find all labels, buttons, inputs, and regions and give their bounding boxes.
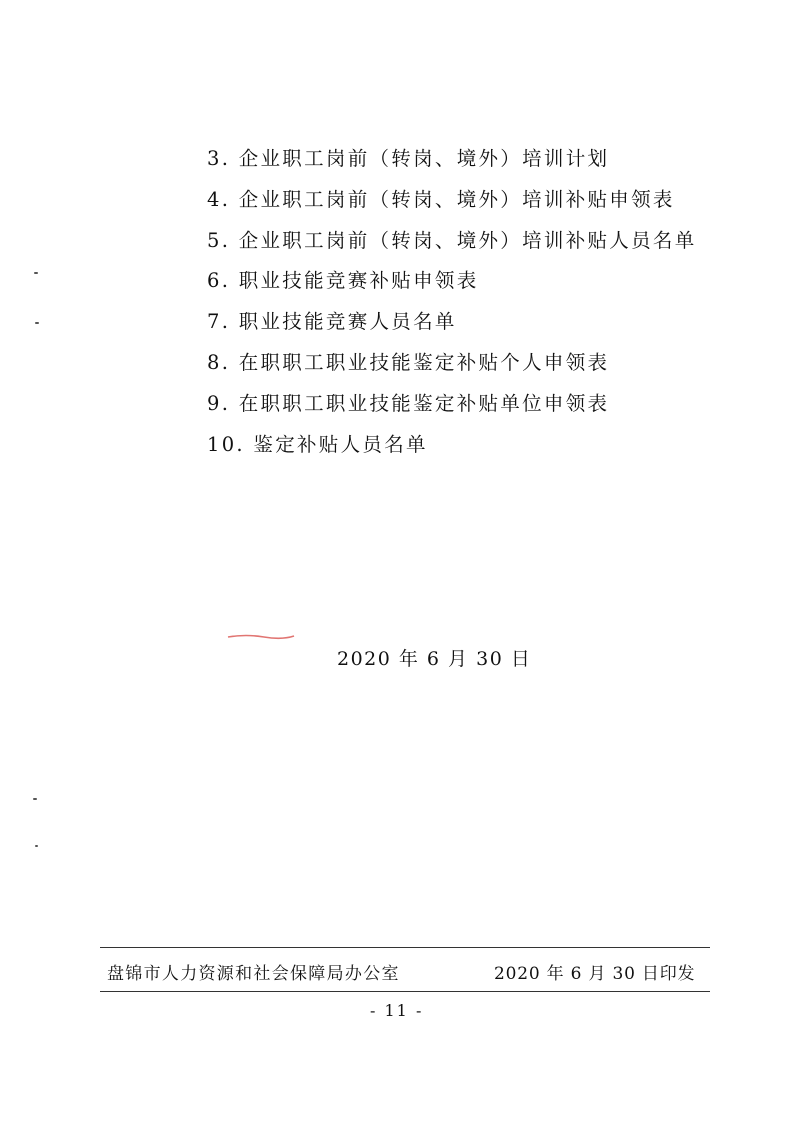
attachment-item-9: 9. 在职职工职业技能鉴定补贴单位申领表 (207, 391, 610, 415)
attachment-item-3: 3. 企业职工岗前（转岗、境外）培训计划 (207, 147, 610, 170)
footer-print-date: 2020 年 6 月 30 日印发 (494, 964, 696, 984)
footer-issuer: 盘锦市人力资源和社会保障局办公室 (107, 964, 400, 984)
page-number: - 11 - (370, 1001, 424, 1020)
scan-speck (34, 272, 38, 274)
attachment-item-10: 10. 鉴定补贴人员名单 (207, 432, 428, 456)
scan-speck (33, 798, 37, 800)
attachment-item-6: 6. 职业技能竞赛补贴申领表 (207, 269, 479, 293)
scan-speck (35, 845, 38, 847)
document-date: 2020 年 6 月 30 日 (337, 648, 532, 670)
footer-top-rule (100, 947, 710, 948)
scan-speck (35, 322, 39, 324)
attachment-item-4: 4. 企业职工岗前（转岗、境外）培训补贴申领表 (207, 187, 675, 211)
attachment-list (207, 145, 697, 471)
attachment-item-5: 5. 企业职工岗前（转岗、境外）培训补贴人员名单 (207, 228, 697, 252)
footer-bottom-rule (100, 991, 710, 992)
attachment-item-7: 7. 职业技能竞赛人员名单 (207, 310, 457, 334)
stamp-trace (226, 632, 296, 640)
attachment-item-8: 8. 在职职工职业技能鉴定补贴个人申领表 (207, 350, 610, 374)
